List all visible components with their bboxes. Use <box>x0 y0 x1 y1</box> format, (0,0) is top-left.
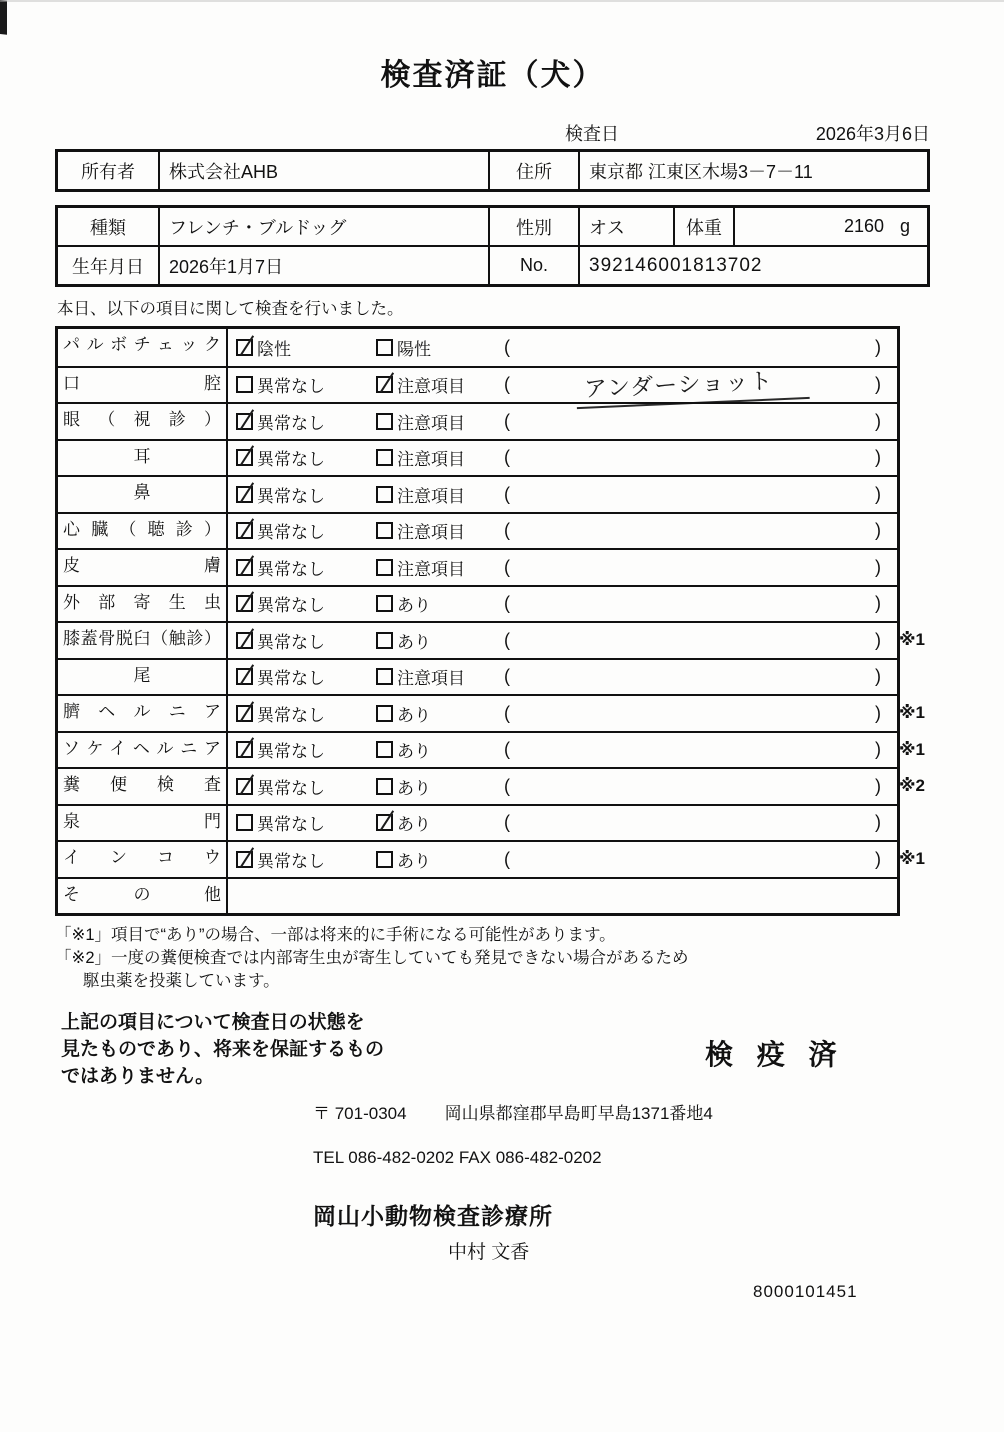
no-label: No. <box>488 247 578 284</box>
owner-label: 所有者 <box>81 161 135 182</box>
option-label: あり <box>397 742 431 762</box>
checkbox-icon <box>376 851 393 868</box>
option-label: 異常なし <box>257 851 325 871</box>
option-label: 陰性 <box>257 339 291 359</box>
weight-cell <box>733 208 927 245</box>
checkbox-icon <box>376 778 393 795</box>
note-area <box>496 550 897 585</box>
inspection-row <box>58 585 897 622</box>
inspection-row <box>58 877 897 914</box>
footnote-mark: ※2 <box>899 776 925 796</box>
owner-value: 株式会社AHB <box>158 152 488 189</box>
disclaimer-line3: ではありません。 <box>61 1066 215 1087</box>
option-primary <box>228 879 368 914</box>
checkbox-icon <box>236 705 253 722</box>
option-label: 異常なし <box>257 815 325 835</box>
checkbox-icon <box>236 851 253 868</box>
breed-value: フレンチ・ブルドッグ <box>158 208 488 245</box>
disclaimer-line2: 見たものであり、将来を保証するもの <box>61 1039 385 1060</box>
paren-close: ) <box>875 593 881 614</box>
option-label: 注意項目 <box>397 413 465 433</box>
paren-close: ) <box>875 336 881 357</box>
option-label: 異常なし <box>257 486 325 506</box>
note-area <box>496 514 897 549</box>
vet-name: 中村 文香 <box>448 1242 530 1263</box>
item-label: パルボチェック <box>58 329 228 366</box>
option-primary <box>228 623 368 658</box>
option-label: あり <box>397 815 431 835</box>
option-secondary <box>368 587 496 622</box>
note-area <box>496 769 897 804</box>
item-label: 膝蓋骨脱臼（触診） <box>58 623 228 658</box>
note-area <box>496 842 897 877</box>
option-label: 異常なし <box>257 742 325 762</box>
option-primary <box>228 660 368 695</box>
checkbox-icon <box>376 705 393 722</box>
weight-value: 2160 <box>843 216 884 236</box>
inspection-row <box>58 767 925 804</box>
option-label: 異常なし <box>257 632 325 652</box>
inspection-row <box>58 621 925 658</box>
option-primary <box>228 733 368 768</box>
paren-close: ) <box>875 812 881 833</box>
inspection-row <box>58 658 897 695</box>
paren-open: ( <box>504 848 510 869</box>
item-label: ソケイヘルニア <box>58 733 228 768</box>
scan-artifact <box>0 0 7 35</box>
pet-table <box>55 205 930 287</box>
option-label: あり <box>397 632 431 652</box>
item-label: 皮 膚 <box>58 550 228 585</box>
option-label: あり <box>397 851 431 871</box>
option-primary <box>228 842 368 877</box>
checkbox-icon <box>376 522 393 539</box>
option-label: 異常なし <box>257 669 325 689</box>
note-area <box>496 329 897 366</box>
page-title: 検査済証（犬） <box>380 59 605 92</box>
item-label: イ ン コ ウ <box>58 842 228 877</box>
paren-open: ( <box>504 556 510 577</box>
inspection-row <box>58 475 897 512</box>
inspection-date-value: 2026年3月6日 <box>815 124 930 144</box>
checkbox-icon <box>376 814 393 831</box>
item-label: 臍 ヘ ル ニ ア <box>58 696 228 731</box>
option-secondary <box>368 696 496 731</box>
birth-label: 生年月日 <box>72 256 144 277</box>
option-label: 注意項目 <box>397 523 465 543</box>
option-label: 注意項目 <box>397 486 465 506</box>
option-primary <box>228 587 368 622</box>
checkbox-icon <box>236 814 253 831</box>
note-area <box>496 404 897 439</box>
footnote-mark: ※1 <box>899 739 925 759</box>
clinic-tel-fax: TEL 086-482-0202 FAX 086-482-0202 <box>313 1148 602 1167</box>
checkbox-icon <box>376 741 393 758</box>
paren-open: ( <box>504 410 510 431</box>
weight-unit: g <box>899 216 910 236</box>
option-secondary <box>368 769 496 804</box>
paren-open: ( <box>504 520 510 541</box>
option-secondary <box>368 404 496 439</box>
option-primary <box>228 550 368 585</box>
checkbox-icon <box>376 486 393 503</box>
paren-close: ) <box>875 447 881 468</box>
scan-edge <box>0 0 1004 2</box>
option-primary <box>228 806 368 841</box>
option-secondary <box>368 806 496 841</box>
address-label: 住所 <box>488 152 578 189</box>
note-area <box>496 587 897 622</box>
option-label: 異常なし <box>257 377 325 397</box>
option-secondary <box>368 329 496 366</box>
clinic-name: 岡山小動物検査診療所 <box>313 1203 553 1229</box>
option-label: 注意項目 <box>397 669 465 689</box>
clinic-block <box>313 1099 930 1302</box>
checkbox-icon <box>236 449 253 466</box>
option-primary <box>228 514 368 549</box>
checkbox-icon <box>236 595 253 612</box>
checkbox-icon <box>236 376 253 393</box>
checkbox-icon <box>236 522 253 539</box>
inspection-row <box>58 512 897 549</box>
footnote-mark: ※1 <box>899 849 925 869</box>
option-primary <box>228 441 368 476</box>
footnote-2-line1: 「※2」一度の糞便検査では内部寄生虫が寄生していても発見できない場合があるため <box>55 949 689 967</box>
paren-open: ( <box>504 336 510 357</box>
option-label: 異常なし <box>257 523 325 543</box>
option-secondary <box>368 514 496 549</box>
option-label: あり <box>397 705 431 725</box>
note-area <box>496 368 897 403</box>
paren-close: ) <box>875 666 881 687</box>
option-label: あり <box>397 778 431 798</box>
option-label: あり <box>397 596 431 616</box>
paren-close: ) <box>875 739 881 760</box>
inspection-row <box>58 402 897 439</box>
inspection-table <box>55 326 925 916</box>
paren-close: ) <box>875 702 881 723</box>
note-area <box>496 696 897 731</box>
note-area <box>496 806 897 841</box>
footnotes-block <box>55 924 930 993</box>
checkbox-icon <box>236 741 253 758</box>
item-label: 口 腔 <box>58 368 228 403</box>
checkbox-icon <box>376 449 393 466</box>
paren-open: ( <box>504 702 510 723</box>
sex-value: オス <box>578 208 673 245</box>
paren-close: ) <box>875 556 881 577</box>
option-label: 異常なし <box>257 705 325 725</box>
sex-label: 性別 <box>488 208 578 245</box>
option-primary <box>228 329 368 366</box>
intro-text: 本日、以下の項目に関して検査を行いました。 <box>57 300 404 318</box>
option-secondary <box>368 879 496 914</box>
note-area <box>496 477 897 512</box>
paren-close: ) <box>875 629 881 650</box>
option-label: 注意項目 <box>397 377 465 397</box>
item-label: 糞 便 検 査 <box>58 769 228 804</box>
option-secondary <box>368 368 496 403</box>
breed-label: 種類 <box>90 217 126 238</box>
paren-open: ( <box>504 593 510 614</box>
item-label: そ の 他 <box>58 879 228 914</box>
disclaimer-line1: 上記の項目について検査日の状態を <box>61 1012 365 1033</box>
inspection-row <box>58 694 925 731</box>
footnote-1: 「※1」項目で“あり”の場合、一部は将来的に手術になる可能性があります。 <box>55 926 616 944</box>
clinic-postal: 〒 701-0304 <box>313 1104 407 1123</box>
option-label: 異常なし <box>257 450 325 470</box>
checkbox-icon <box>376 559 393 576</box>
option-secondary <box>368 842 496 877</box>
inspection-date-row <box>55 118 930 144</box>
option-primary <box>228 368 368 403</box>
option-label: 注意項目 <box>397 559 465 579</box>
option-secondary <box>368 623 496 658</box>
address-value: 東京都 江東区木場3－7－11 <box>578 152 927 189</box>
checkbox-icon <box>236 486 253 503</box>
item-label: 尾 <box>58 660 228 695</box>
inspection-date-label: 検査日 <box>565 124 619 144</box>
option-secondary <box>368 733 496 768</box>
weight-label: 体重 <box>673 208 733 245</box>
checkbox-icon <box>236 559 253 576</box>
paren-open: ( <box>504 447 510 468</box>
disclaimer-block <box>55 1009 930 1097</box>
footnote-mark: ※1 <box>899 630 925 650</box>
checkbox-icon <box>376 339 393 356</box>
option-secondary <box>368 441 496 476</box>
handwritten-note: アンダーショット <box>575 361 810 409</box>
inspection-row <box>58 548 897 585</box>
option-label: 異常なし <box>257 559 325 579</box>
option-primary <box>228 769 368 804</box>
note-area <box>496 733 897 768</box>
paren-open: ( <box>504 374 510 395</box>
paren-close: ) <box>875 775 881 796</box>
option-label: 注意項目 <box>397 450 465 470</box>
item-label: 外 部 寄 生 虫 <box>58 587 228 622</box>
checkbox-icon <box>376 632 393 649</box>
paren-close: ) <box>875 410 881 431</box>
checkbox-icon <box>236 339 253 356</box>
inspection-row <box>58 804 897 841</box>
quarantine-stamp: 検 疫 済 <box>705 1039 845 1070</box>
footnote-2-line2: 駆虫薬を投薬しています。 <box>83 972 280 990</box>
paren-close: ) <box>875 848 881 869</box>
option-secondary <box>368 660 496 695</box>
paren-open: ( <box>504 483 510 504</box>
option-primary <box>228 696 368 731</box>
inspection-row <box>58 329 897 366</box>
paren-open: ( <box>504 739 510 760</box>
checkbox-icon <box>236 413 253 430</box>
note-area <box>496 441 897 476</box>
item-label: 心 臓 （ 聴 診 ） <box>58 514 228 549</box>
option-label: 異常なし <box>257 596 325 616</box>
no-value: 392146001813702 <box>578 247 927 284</box>
option-primary <box>228 477 368 512</box>
option-primary <box>228 404 368 439</box>
option-label: 異常なし <box>257 778 325 798</box>
note-area <box>496 623 897 658</box>
paren-open: ( <box>504 812 510 833</box>
paren-close: ) <box>875 374 881 395</box>
footnote-mark: ※1 <box>899 703 925 723</box>
checkbox-icon <box>236 632 253 649</box>
paren-close: ) <box>875 520 881 541</box>
checkbox-icon <box>236 668 253 685</box>
item-label: 鼻 <box>58 477 228 512</box>
note-area <box>496 660 897 695</box>
paren-open: ( <box>504 629 510 650</box>
option-secondary <box>368 477 496 512</box>
checkbox-icon <box>376 413 393 430</box>
item-label: 耳 <box>58 441 228 476</box>
inspection-row <box>58 731 925 768</box>
inspection-row <box>58 439 897 476</box>
checkbox-icon <box>376 668 393 685</box>
document-code: 8000101451 <box>753 1282 858 1301</box>
owner-table <box>55 149 930 192</box>
option-label: 異常なし <box>257 413 325 433</box>
birth-value: 2026年1月7日 <box>158 247 488 284</box>
option-secondary <box>368 550 496 585</box>
item-label: 眼 （ 視 診 ） <box>58 404 228 439</box>
paren-open: ( <box>504 775 510 796</box>
checkbox-icon <box>236 778 253 795</box>
paren-close: ) <box>875 483 881 504</box>
checkbox-icon <box>376 595 393 612</box>
paren-open: ( <box>504 666 510 687</box>
inspection-row <box>58 840 925 877</box>
inspection-row <box>58 366 897 403</box>
note-area <box>496 879 897 914</box>
checkbox-icon <box>376 376 393 393</box>
item-label: 泉 門 <box>58 806 228 841</box>
option-label: 陽性 <box>397 339 431 359</box>
clinic-address: 岡山県都窪郡早島町早島1371番地4 <box>444 1104 713 1123</box>
